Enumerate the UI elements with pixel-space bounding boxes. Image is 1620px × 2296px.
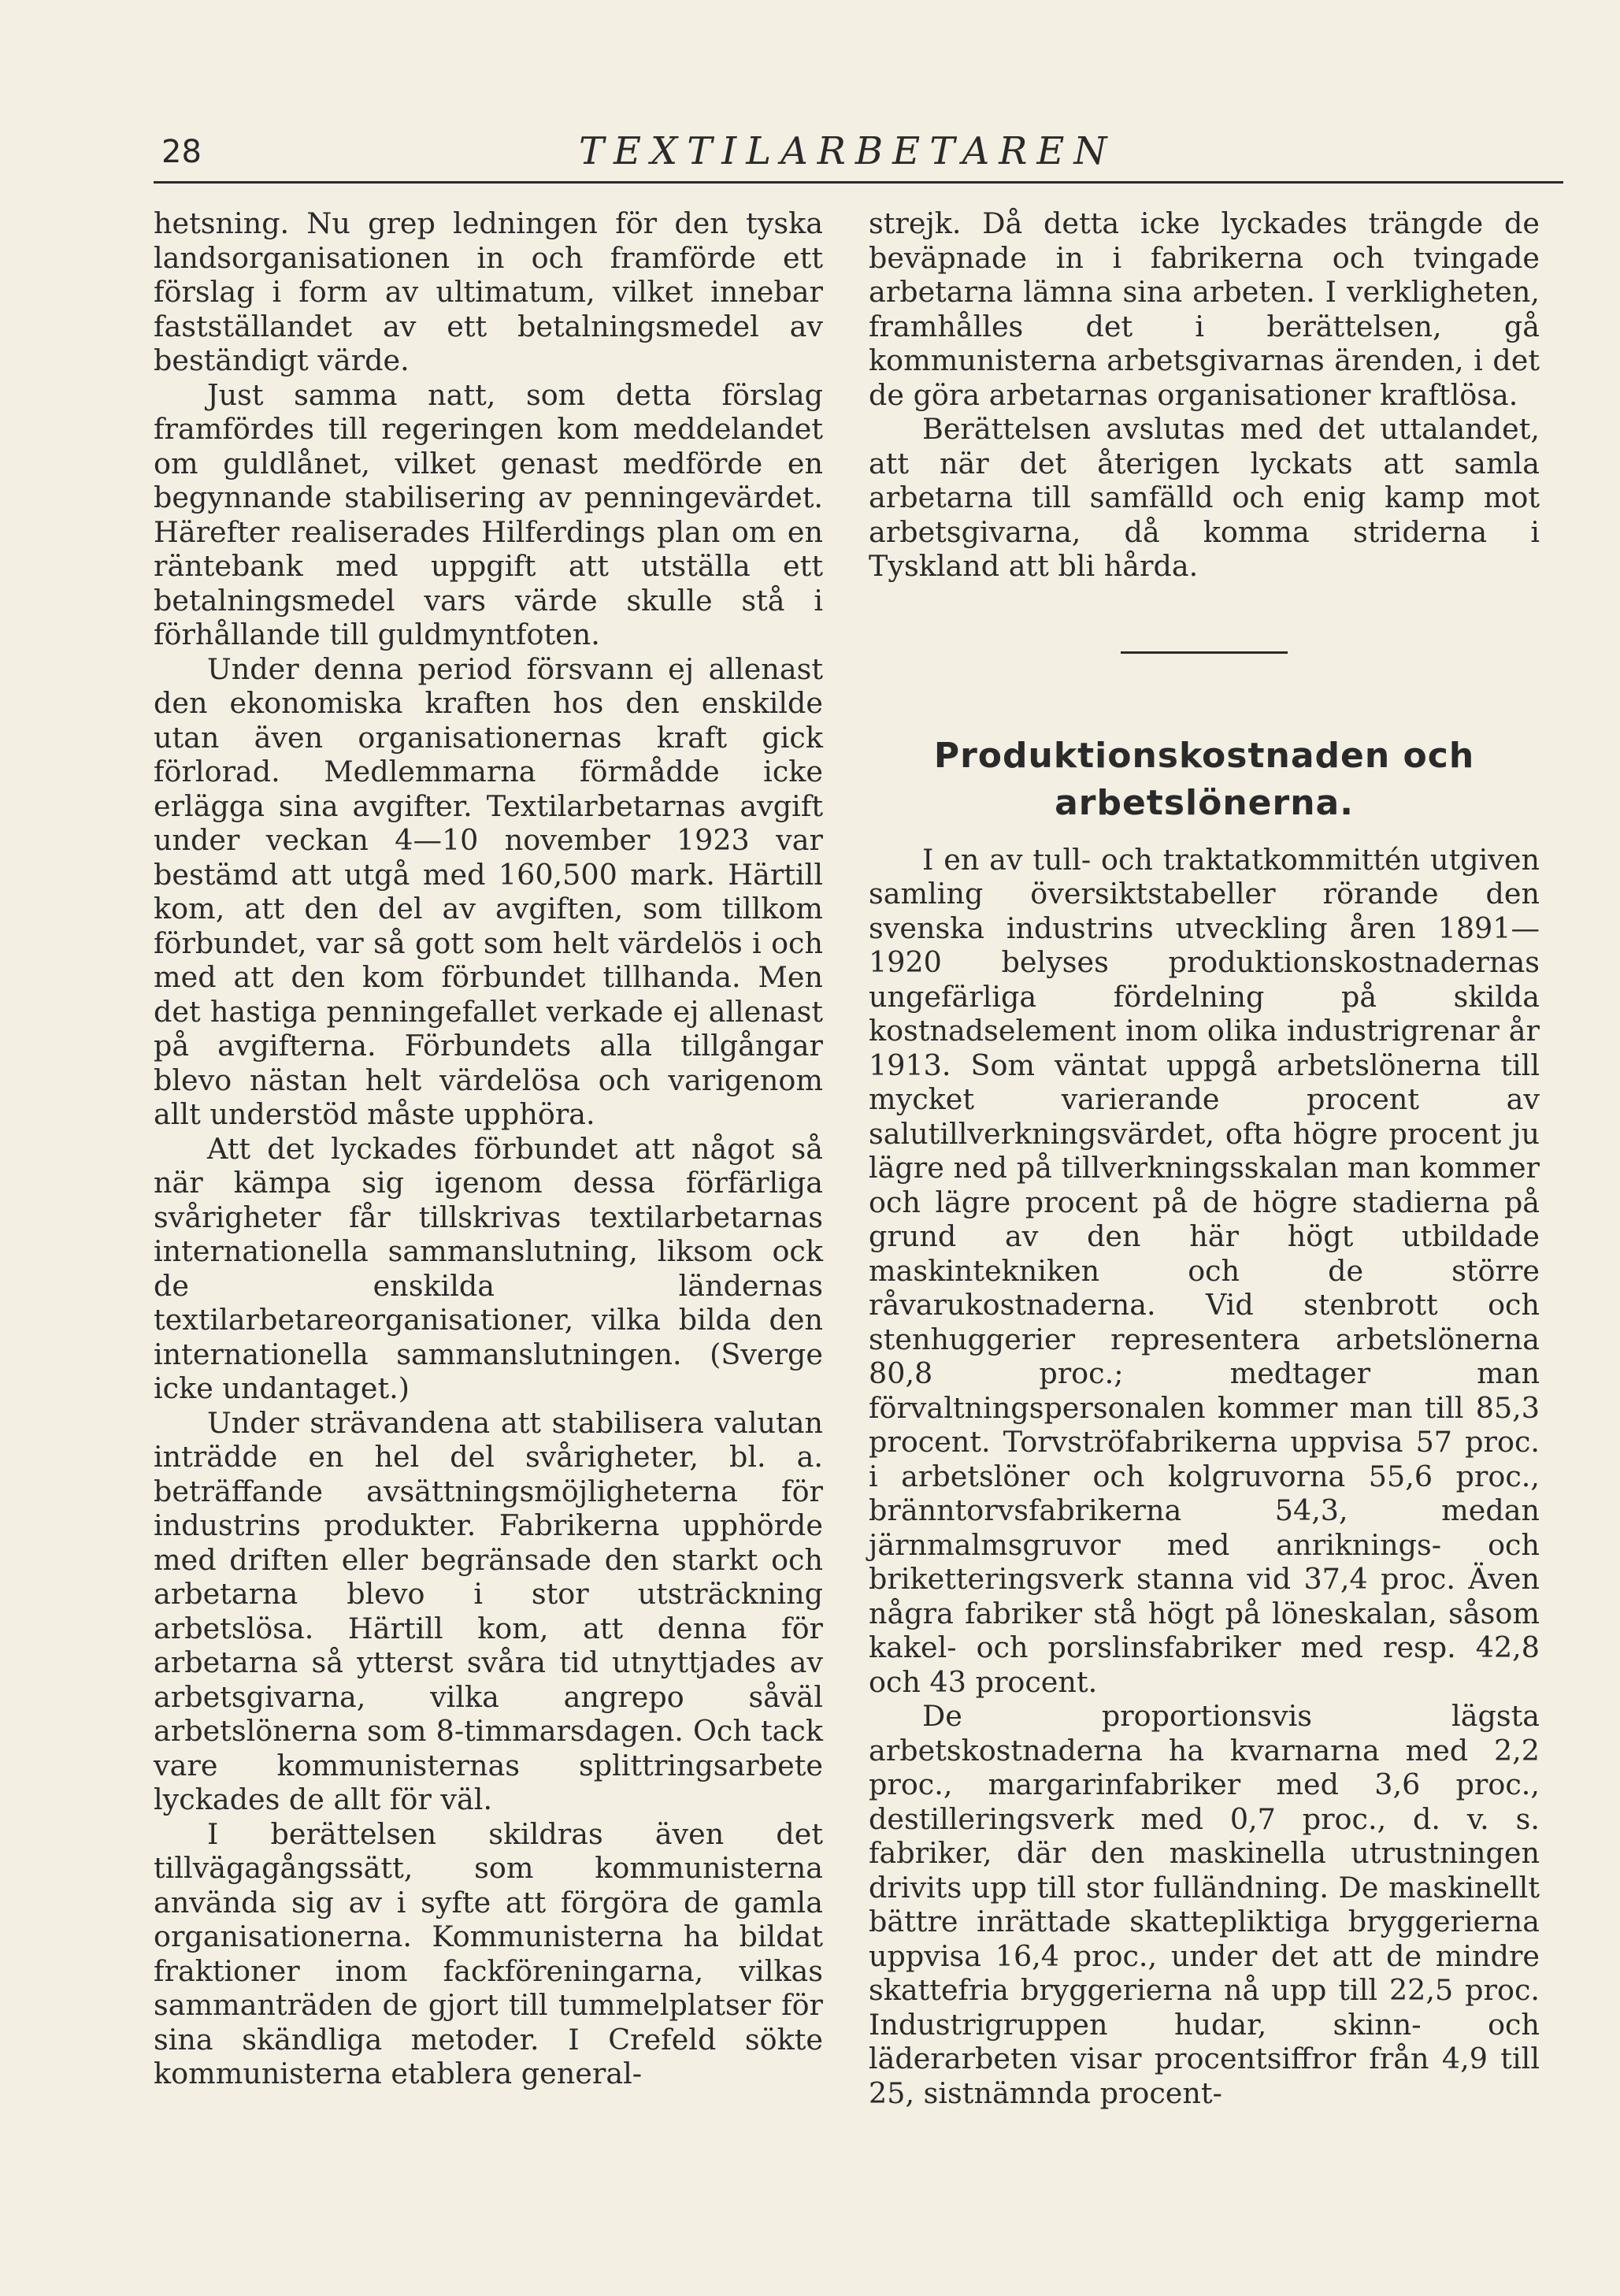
paragraph: Just samma natt, som detta förslag framfördes till regeringen kom meddelandet om guldlånet, vilket genast medförde en begynnande stabilisering av penningevärdet. Härefter realiserades Hilferdings plan om en räntebank med uppgift att utställa ett betalningsmedel vars värde skulle stå i förhållande till guldmyntfoten. [154, 377, 823, 651]
paragraph: strejk. Då detta icke lyckades trängde de beväpnade in i fabrikerna och tvingade arbetarna lämna sina arbeten. I verkligheten, framhålles det i berättelsen, gå kommunisterna arbetsgivarnas ärenden, i det de göra arbetarnas organisationer kraftlösa. [869, 206, 1540, 412]
journal-title: TEXTILARBETAREN [579, 129, 1117, 173]
section-heading [869, 733, 1540, 827]
left-column [154, 206, 823, 2091]
paragraph: I berättelsen skildras även det tillvägagångssätt, som kommunisterna använda sig av i syfte att förgöra de gamla organisationerna. Kommunisterna ha bildat fraktioner inom fackföreningarna, vilkas sammanträden de gjort till tummelplatser för sina skändliga metoder. I Crefeld sökte kommunisterna etablera general- [154, 1816, 823, 2090]
paragraph: Att det lyckades förbundet att något så när kämpa sig igenom dessa förfärliga svårigheter får tillskrivas textilarbetarnas internationella sammanslutning, liksom ock de enskilda ländernas textilarbetareorganisationer, vilka bilda den internationella sammanslutningen. (Sverge icke undantaget.) [154, 1131, 823, 1405]
paragraph: De proportionsvis lägsta arbetskostnaderna ha kvarnarna med 2,2 proc., margarinfabriker med 3,6 proc., destilleringsverk med 0,7 proc., d. v. s. fabriker, där den maskinella utrustningen drivits upp till stor fulländning. De maskinellt bättre inrättade skattepliktiga bryggerierna uppvisa 16,4 proc., under det att de mindre skattefria bryggerierna nå upp till 22,5 proc. Industrigruppen hudar, skinn- och läderarbeten visar procentsiffror från 4,9 till 25, sistnämnda procent- [869, 1699, 1540, 2110]
paragraph: hetsning. Nu grep ledningen för den tyska landsorganisationen in och framförde ett förslag i form av ultimatum, vilket innebar fastställandet av ett betalningsmedel av beständigt värde. [154, 206, 823, 377]
page-number: 28 [161, 134, 202, 170]
paragraph: Under strävandena att stabilisera valutan inträdde en hel del svårigheter, bl. a. beträffande avsättningsmöjligheterna för industrins produkter. Fabrikerna upphörde med driften eller begränsade den starkt och arbetarna blevo i stor utsträckning arbetslösa. Härtill kom, att denna för arbetarna så ytterst svåra tid utnyttjades av arbetsgivarna, vilka angrepo såväl arbetslönerna som 8-timmarsdagen. Och tack vare kommunisternas splittringsarbete lyckades de allt för väl. [154, 1405, 823, 1816]
right-column [869, 206, 1540, 2110]
paragraph: I en av tull- och traktatkommittén utgiven samling översiktstabeller rörande den svenska industrins utveckling åren 1891—1920 belyses produktionskostnadernas ungefärliga fördelning på skilda kostnadselement inom olika industrigrenar år 1913. Som väntat uppgå arbetslönerna till mycket varierande procent av salutillverkningsvärdet, ofta högre procent ju lägre ned på tillverkningsskalan man kommer och lägre procent på de högre stadierna på grund av den här högt utbildade maskintekniken och de större råvarukostnaderna. Vid stenbrott och stenhuggerier representera arbetslönerna 80,8 proc.; medtager man förvaltningspersonalen kommer man till 85,3 procent. Torvströfabrikerna uppvisa 57 proc. i arbetslöner och kolgruvorna 55,6 proc., bränntorvsfabrikerna 54,3, medan järnmalmsgruvor med anriknings- och briketteringsverk stanna vid 37,4 proc. Även några fabriker stå högt på löneskalan, såsom kakel- och porslinsfabriker med resp. 42,8 och 43 procent. [869, 842, 1540, 1699]
paragraph: Berättelsen avslutas med det uttalandet, att när det återigen lyckats att samla arbetarna till samfälld och enig kamp mot arbetsgivarna, då komma striderna i Tyskland att bli hårda. [869, 412, 1540, 583]
paragraph: Under denna period försvann ej allenast den ekonomiska kraften hos den enskilde utan även organisationernas kraft gick förlorad. Medlemmarna förmådde icke erlägga sina avgifter. Textilarbetarnas avgift under veckan 4—10 november 1923 var bestämd att utgå med 160,500 mark. Härtill kom, att den del av avgiften, som tillkom förbundet, var så gott som helt värdelös i och med att den kom förbundet tillhanda. Men det hastiga penningefallet verkade ej allenast på avgifterna. Förbundets alla tillgångar blevo nästan helt värdelösa och varigenom allt understöd måste upphöra. [154, 651, 823, 1131]
section-heading-line: arbetslönerna. [1055, 782, 1354, 823]
section-divider [1121, 651, 1288, 654]
page-header [154, 126, 1563, 184]
section-heading-line: Produktionskostnaden och [933, 735, 1475, 776]
